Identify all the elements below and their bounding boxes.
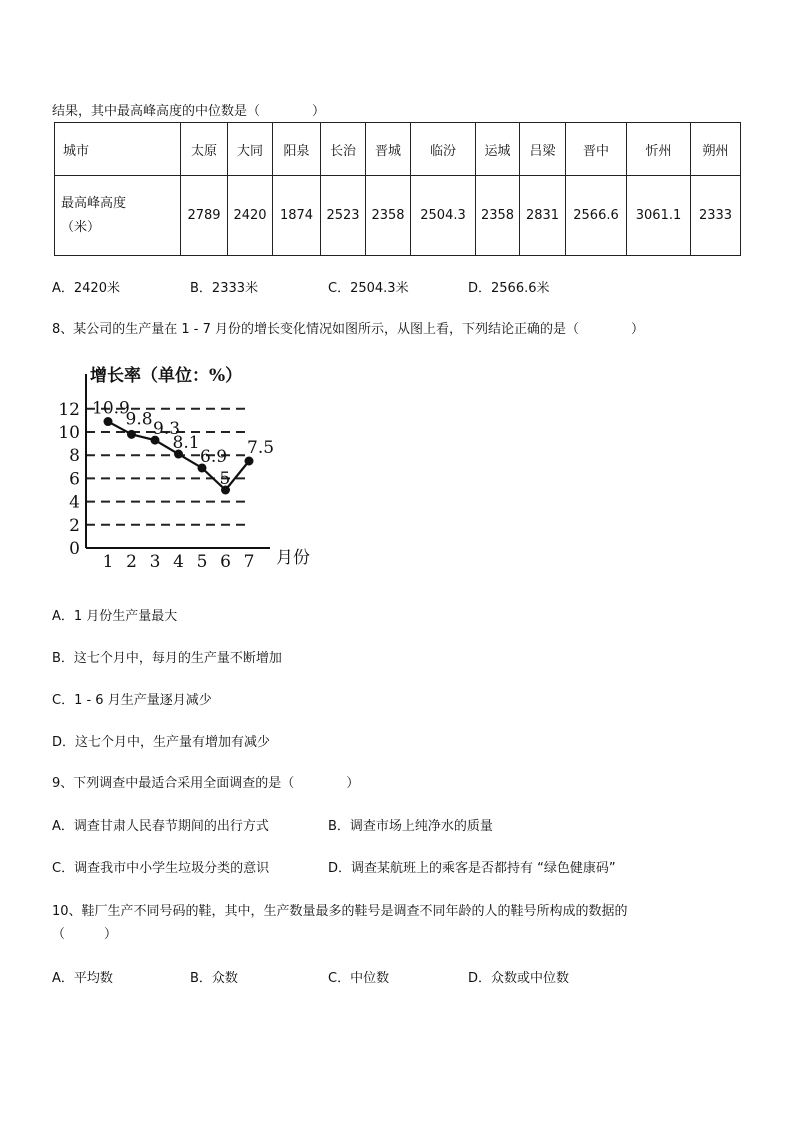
- height-cell: 2333: [691, 176, 741, 256]
- x-tick-label: 3: [149, 552, 161, 572]
- height-cell: 2566.6: [566, 176, 627, 256]
- q7-option-b[interactable]: B．2333米: [190, 281, 259, 296]
- x-tick-label: 1: [102, 552, 114, 572]
- y-tick-label: 0: [69, 539, 80, 559]
- city-cell: 太原: [181, 123, 228, 176]
- height-cell: 2789: [181, 176, 228, 256]
- city-cell: 吕梁: [520, 123, 566, 176]
- city-cell: 大同: [228, 123, 273, 176]
- growth-rate-chart: [52, 360, 332, 575]
- q8-stem: 8、某公司的生产量在 1 - 7 月份的增长变化情况如图所示，从图上看，下列结论正确的是（ ）: [52, 322, 645, 337]
- y-tick-label: 10: [58, 423, 80, 443]
- x-tick-label: 6: [220, 552, 231, 572]
- q10-option-a[interactable]: A．平均数: [52, 971, 113, 986]
- height-cell: 3061.1: [627, 176, 691, 256]
- y-tick-label: 8: [69, 446, 80, 467]
- table-row: [55, 176, 741, 256]
- city-cell: 长治: [321, 123, 366, 176]
- q8-option-c[interactable]: C．1 - 6 月生产量逐月减少: [52, 693, 212, 708]
- data-label: 6.9: [200, 446, 228, 467]
- city-cell: 朔州: [691, 123, 741, 176]
- q7-option-c[interactable]: C．2504.3米: [328, 281, 409, 296]
- q10-option-b[interactable]: B．众数: [190, 971, 238, 986]
- city-cell: 临汾: [411, 123, 476, 176]
- city-cell: 晋城: [366, 123, 411, 176]
- city-cell: 晋中: [566, 123, 627, 176]
- city-cell: 运城: [476, 123, 520, 176]
- q10-option-c[interactable]: C．中位数: [328, 971, 390, 986]
- row-header-height: [55, 176, 181, 256]
- q10-option-d[interactable]: D．众数或中位数: [468, 971, 570, 986]
- height-cell: 2358: [476, 176, 520, 256]
- q8-option-a[interactable]: A．1 月份生产量最大: [52, 609, 178, 624]
- height-cell: 2523: [321, 176, 366, 256]
- q10-stem-line2: （ ）: [52, 927, 118, 942]
- y-tick-label: 2: [69, 515, 80, 536]
- data-point: [127, 430, 136, 439]
- q9-option-a[interactable]: A．调查甘肃人民春节期间的出行方式: [52, 819, 269, 834]
- q10-stem-line1: 10、鞋厂生产不同号码的鞋，其中，生产数量最多的鞋号是调查不同年龄的人的鞋号所构成的数据的: [52, 904, 628, 919]
- data-label: 5: [219, 469, 231, 489]
- data-label: 7.5: [247, 438, 275, 458]
- y-tick-label: 4: [69, 492, 80, 513]
- height-cell: 2504.3: [411, 176, 476, 256]
- q9-option-c[interactable]: C．调查我市中小学生垃圾分类的意识: [52, 861, 270, 876]
- data-label: 10.9: [92, 398, 130, 419]
- row-header-city: 城市: [55, 123, 181, 176]
- q7-stem: 结果，其中最高峰高度的中位数是（ ）: [52, 104, 326, 119]
- row-header-height-line2: （米）: [61, 219, 101, 235]
- q9-option-b[interactable]: B．调查市场上纯净水的质量: [328, 819, 493, 834]
- x-tick-label: 2: [126, 552, 137, 572]
- chart-title: 增长率（单位：%）: [90, 366, 243, 386]
- data-label: 9.8: [125, 409, 153, 430]
- q9-option-d[interactable]: D．调查某航班上的乘客是否都持有 “绿色健康码”: [328, 861, 616, 876]
- q7-option-d[interactable]: D．2566.6米: [468, 281, 550, 296]
- y-tick-label: 6: [69, 469, 80, 490]
- x-tick-label: 5: [196, 552, 208, 572]
- height-cell: 2831: [520, 176, 566, 256]
- height-cell: 1874: [273, 176, 321, 256]
- q8-option-d[interactable]: D．这七个月中，生产量有增加有减少: [52, 735, 271, 750]
- city-height-table: [54, 122, 741, 256]
- x-axis-label: 月份: [276, 548, 310, 568]
- data-label: 9.3: [153, 419, 181, 440]
- q8-option-b[interactable]: B．这七个月中，每月的生产量不断增加: [52, 651, 282, 666]
- x-tick-label: 4: [173, 552, 184, 572]
- q9-stem: 9、下列调查中最适合采用全面调查的是（ ）: [52, 776, 360, 791]
- x-tick-label: 7: [243, 552, 255, 572]
- city-cell: 忻州: [627, 123, 691, 176]
- y-tick-label: 12: [58, 399, 80, 420]
- data-label: 8.1: [172, 433, 200, 454]
- table-row: [55, 123, 741, 176]
- q7-option-a[interactable]: A．2420米: [52, 281, 120, 296]
- city-cell: 阳泉: [273, 123, 321, 176]
- row-header-height-line1: 最高峰高度: [61, 195, 127, 211]
- height-cell: 2358: [366, 176, 411, 256]
- height-cell: 2420: [228, 176, 273, 256]
